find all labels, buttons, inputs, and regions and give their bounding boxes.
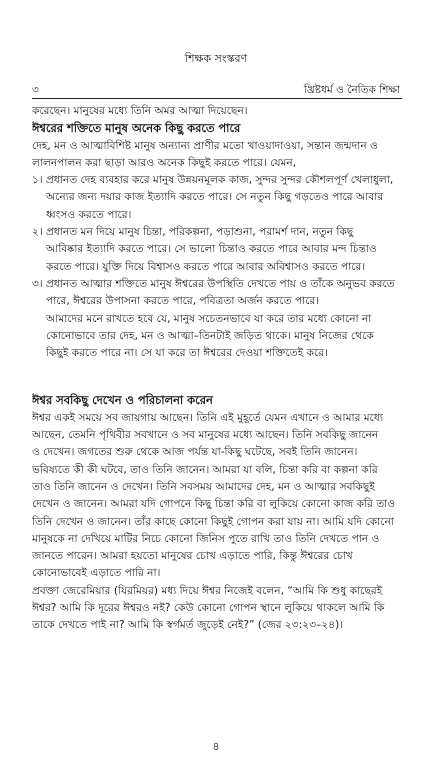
list-number: ৩। (32, 277, 43, 290)
paragraph-line: তাও তিনি জানেন ও দেখেন। তিনি সবসময় আমাদের দেহ, মন ও আত্মার সবকিছুই (32, 480, 375, 493)
intro-line: করেছেন। মানুষের মধ্যে তিনি অমর আত্মা দিয়েছেন। (32, 105, 248, 117)
list-line: প্রধানত মন দিয়ে মানুষ চিন্তা, পরিকল্পনা, পড়াশুনা, পরামর্শ দান, নতুন কিছু (46, 226, 354, 239)
paragraph-line: লালনপালন করা ছাড়া আরও অনেক কিছুই করতে পারে। যেমন, (32, 156, 297, 169)
section-gap (32, 362, 402, 392)
quote-line: প্রবক্তা জেরেমিয়ার (যিরমিয়র) মধ্য দিয়ে ঈশ্বর নিজেই বলেন, “আমি কি শুধু কাছেরই (32, 584, 383, 597)
list-item-3 (32, 276, 402, 362)
list-line: পারে, ঈশ্বরের উপাসনা করতে পারে, পবিত্রতা অর্জন করতে পারে। (46, 295, 320, 308)
list-line: প্রধানত দেহ ব্যবহার করে মানুষ উন্নয়নমূলক কাজ, সুন্দর সুন্দর কৌশলপূর্ণ খেলাধুলা, (46, 174, 394, 187)
section1-heading: ঈশ্বরের শক্তিতে মানুষ অনেক কিছু করতে পারে (32, 121, 241, 136)
list-number: ১। (32, 174, 43, 187)
quote-line: তাকে দেখতে পাই না? আমি কি স্বর্গমর্ত জুড়েই নেই?” (জের ২৩:২৩–২৪)। (32, 619, 344, 632)
header-rule (32, 98, 402, 99)
list-line: কোনোভাবে তার দেহ, মন ও আত্মা–তিনটাই জড়িত থাকে। মানুষ নিজের থেকে (46, 329, 374, 342)
page-number: ৪ (212, 740, 220, 753)
paragraph-line: ভবিষ্যতে কী কী ঘটবে, তাও তিনি জানেন। আমরা যা বলি, চিন্তা করি বা কল্পনা করি (32, 463, 378, 476)
list-line: ধ্বংসও করতে পারে। (46, 208, 132, 221)
list-item-2 (32, 224, 402, 276)
edition-label: শিক্ষক সংস্করণ (184, 52, 248, 65)
running-header (32, 80, 400, 98)
section2-heading: ঈশ্বর সবকিছু দেখেন ও পরিচালনা করেন (32, 393, 213, 408)
paragraph-line: দেখেন ও জানেন। আমরা যদি গোপনে কিছু চিন্তা করি বা লুকিয়ে কোনো কাজ করি তাও (32, 498, 396, 511)
book-title: খ্রিষ্টধর্ম ও নৈতিক শিক্ষা (303, 84, 400, 96)
paragraph-line: মানুষকে না দেখিয়ে মাটির নিচে কোনো জিনিস পুতে রাখি তাও তিনি দেখতে পান ও (32, 532, 380, 545)
page-body (32, 103, 402, 635)
list-line: করতে পারে। যুক্তি দিয়ে বিশ্বাসও করতে পারে আবার অবিশ্বাসও করতে পারে। (46, 260, 366, 273)
paragraph-line: কোনোভাবেই এড়াতে পারি না। (32, 567, 161, 580)
paragraph-line: জানতে পারেন। আমরা হয়তো মানুষের চোখ এড়াতে পারি, কিন্তু ঈশ্বরের চোখ (32, 550, 353, 563)
paragraph-line: তিনি দেখেন ও জানেন। তাঁর কাছে কোনো কিছুই গোপন করা যায় না। আমি যদি কোনো (32, 515, 394, 528)
list-line: আমাদের মনে রাখতে হবে যে, মানুষ সচেতনভাবে যা করে তার মধ্যে কোনো না (46, 312, 372, 325)
quote-line: ঈশ্বর? আমি কি দূরের ঈশ্বরও নই? কেউ কোনো গোপন স্থানে লুকিয়ে থাকলে আমি কি (32, 602, 385, 615)
paragraph-line: ঈশ্বর একই সময়ে সব জায়গায় আছেন। তিনি এই মুহূর্তে যেমন এখানে ও আমার মধ্যে (32, 411, 383, 424)
list-line: অন্যের জন্য দয়ার কাজ ইত্যাদি করতে পারে। সে নতুন কিছু গড়তেও পারে আবার (46, 191, 384, 204)
paragraph-line: আছেন, তেমনি পৃথিবীর সবখানে ও সব মানুষের মধ্যে আছেন। তিনি সবকিছু জানেন (32, 429, 379, 442)
list-item-1 (32, 172, 402, 224)
list-line: আবিষ্কার ইত্যাদি করতে পারে। সে ভালো চিন্তাও করতে পারে আবার মন্দ চিন্তাও (46, 243, 377, 256)
list-number: ২। (32, 226, 43, 239)
list-line: প্রধানত আত্মার শক্তিতে মানুষ ঈশ্বরের উপস্থিতি দেখতে পায় ও তাঁকে অনুভব করতে (46, 277, 395, 290)
list-line: কিছুই করতে পারে না। সে যা করে তা ঈশ্বরের দেওয়া শক্তিতেই করে। (46, 347, 328, 360)
paragraph-line: দেহ, মন ও আত্মাবিশিষ্ট মানুষ অন্যান্য প্রাণীর মতো খাওয়াদাওয়া, সন্তান জন্মদান ও (32, 139, 378, 152)
chapter-page-ref: ৩ (32, 84, 39, 96)
paragraph-line: ও দেখেন। জগতের শুরু থেকে আজ পর্যন্ত যা-কিছু ঘটেছে, সবই তিনি জানেন। (32, 446, 358, 459)
